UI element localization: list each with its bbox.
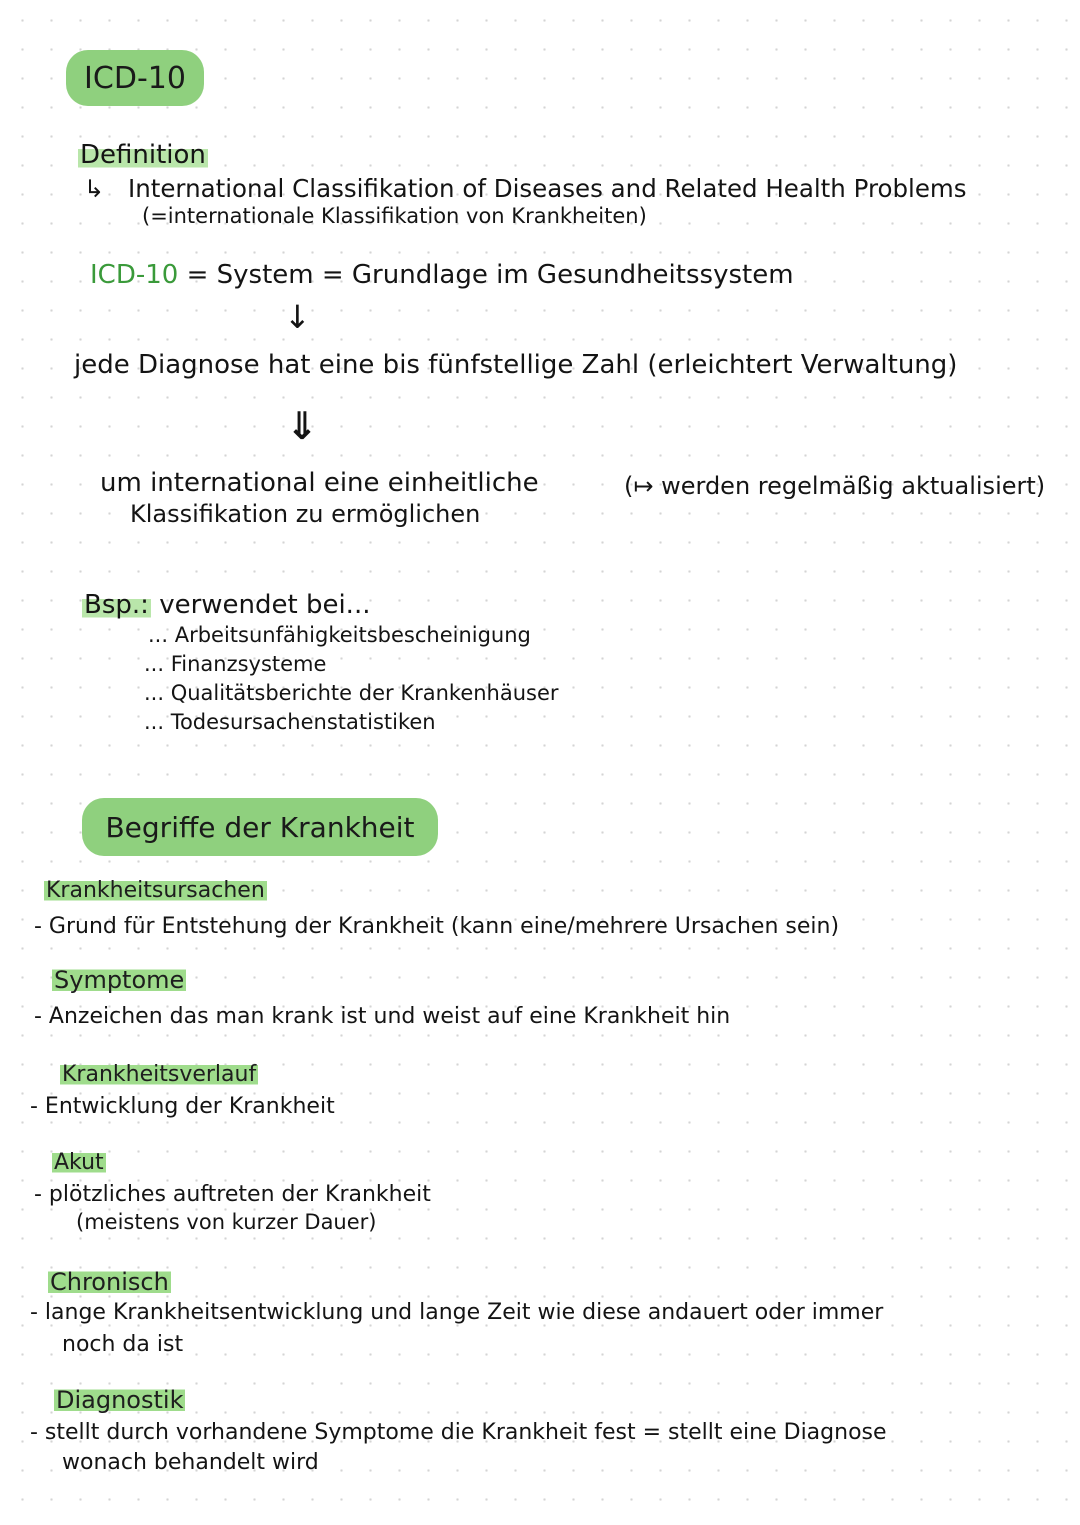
examples-intro: verwendet bei... — [159, 590, 371, 620]
down-arrow-icon: ↓ — [284, 298, 311, 336]
icd-system-line — [90, 260, 794, 290]
example-item-1: ... Arbeitsunfähigkeitsbescheinigung — [148, 623, 531, 647]
icd-system-rest: = System = Grundlage im Gesundheitssystem — [186, 260, 794, 290]
diagnose-line: jede Diagnose hat eine bis fünfstellige Zahl (erleichtert Verwaltung) — [74, 350, 958, 380]
term-desc: - Grund für Entstehung der Krankheit (kann eine/mehrere Ursachen sein) — [34, 914, 840, 939]
term-desc: - plötzliches auftreten der Krankheit — [34, 1182, 431, 1207]
term-desc: - Entwicklung der Krankheit — [30, 1094, 335, 1119]
icd10-title-pill — [66, 50, 204, 106]
definition-line1: International Classifikation of Diseases and Related Health Problems — [128, 174, 967, 203]
term-desc-cont: noch da ist — [62, 1332, 184, 1357]
purpose-line2: Klassifikation zu ermöglichen — [130, 500, 481, 528]
section-title-pill — [82, 798, 438, 856]
term-desc: - Anzeichen das man krank ist und weist auf eine Krankheit hin — [34, 1004, 731, 1029]
section-title: Begriffe der Krankheit — [105, 810, 415, 844]
definition-heading: Definition — [80, 140, 206, 170]
double-down-arrow-icon: ⇓ — [286, 404, 318, 448]
example-item-4: ... Todesursachenstatistiken — [144, 710, 436, 734]
term-desc-cont: (meistens von kurzer Dauer) — [76, 1210, 377, 1234]
icd-system-acronym: ICD-10 — [90, 260, 179, 290]
examples-heading — [82, 590, 370, 620]
term-heading: Chronisch — [50, 1268, 169, 1296]
examples-label: Bsp.: — [84, 590, 149, 620]
example-item-3: ... Qualitätsberichte der Krankenhäuser — [144, 681, 559, 705]
term-desc: - stellt durch vorhandene Symptome die Krankheit fest = stellt eine Diagnose — [30, 1420, 887, 1445]
term-desc: - lange Krankheitsentwicklung und lange Zeit wie diese andauert oder immer — [30, 1300, 884, 1325]
icd10-title: ICD-10 — [84, 60, 186, 96]
term-heading: Krankheitsverlauf — [62, 1062, 257, 1087]
example-item-2: ... Finanzsysteme — [144, 652, 327, 676]
term-heading: Symptome — [54, 966, 185, 994]
definition-line2: (=internationale Klassifikation von Krankheiten) — [142, 204, 647, 228]
definition-arrow-icon: ↳ — [84, 175, 105, 203]
purpose-line1: um international eine einheitliche — [100, 468, 539, 498]
term-heading: Diagnostik — [56, 1386, 184, 1414]
term-desc-cont: wonach behandelt wird — [62, 1450, 319, 1475]
term-heading: Akut — [54, 1150, 104, 1175]
update-note: (↦ werden regelmäßig aktualisiert) — [624, 472, 1046, 500]
term-heading: Krankheitsursachen — [46, 878, 265, 903]
